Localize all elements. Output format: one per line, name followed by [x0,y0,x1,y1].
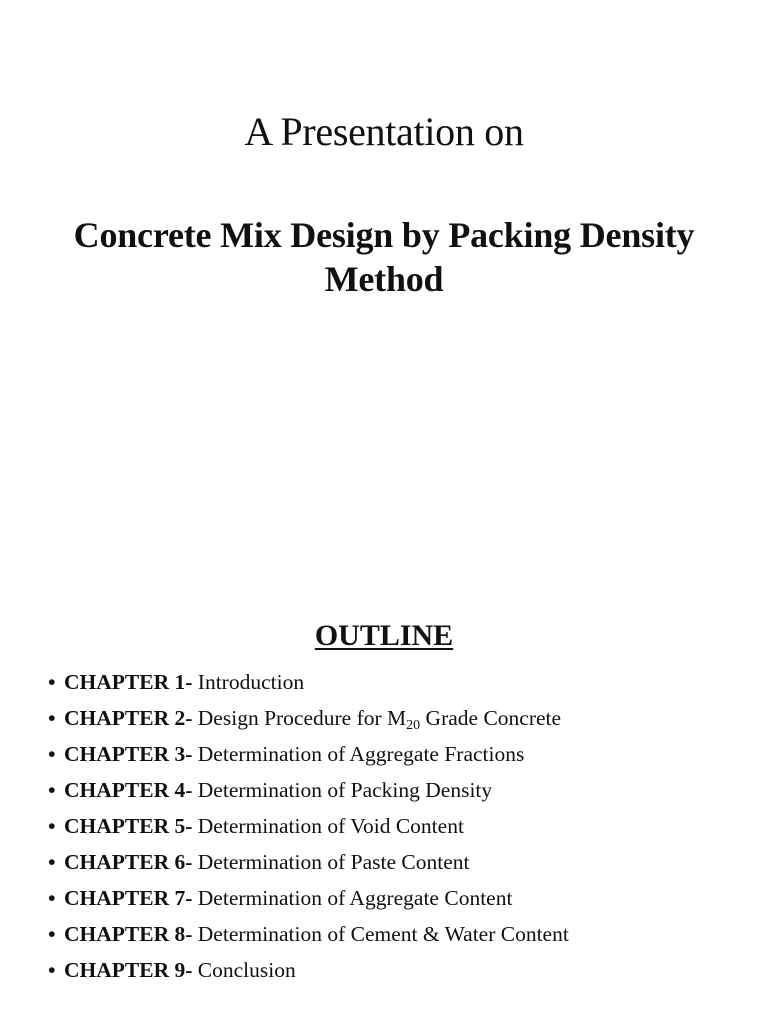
chapter-topic: Determination of Paste Content [197,850,470,874]
presentation-title-line-1: Concrete Mix Design by Packing Density [73,215,695,255]
chapter-topic: Conclusion [197,958,296,982]
chapter-item-1 [48,664,748,700]
presentation-title [0,213,768,301]
chapter-label: CHAPTER 3- [64,742,193,766]
chapter-label: CHAPTER 5- [64,814,193,838]
chapter-topic: Determination of Aggregate Content [197,886,513,910]
chapter-topic-part-2: Grade Concrete [425,706,562,730]
chapter-item-3 [48,736,748,772]
chapter-item-5 [48,808,748,844]
grade-subscript: 20 [406,718,421,733]
chapter-label: CHAPTER 6- [64,850,193,874]
chapter-item-9 [48,952,748,988]
chapter-item-4 [48,772,748,808]
bullet-icon: • [48,886,56,910]
presentation-pretitle: A Presentation on [244,109,524,154]
presentation-title-line-2: Method [324,259,444,299]
bullet-icon: • [48,778,56,802]
chapter-item-2 [48,700,748,736]
bullet-icon: • [48,814,56,838]
outline-heading-text: OUTLINE [314,619,454,652]
chapter-item-8 [48,916,748,952]
chapter-topic: Determination of Aggregate Fractions [197,742,525,766]
chapter-item-6 [48,844,748,880]
chapter-list [48,664,748,988]
bullet-icon: • [48,850,56,874]
bullet-icon: • [48,742,56,766]
bullet-icon: • [48,922,56,946]
chapter-topic: Determination of Packing Density [197,778,493,802]
chapter-label: CHAPTER 2- [64,706,193,730]
chapter-item-7 [48,880,748,916]
outline-heading [0,616,768,656]
chapter-label: CHAPTER 4- [64,778,193,802]
chapter-topic: Introduction [197,670,305,694]
chapter-topic: Determination of Cement & Water Content [197,922,569,946]
bullet-icon: • [48,706,56,730]
chapter-topic-part-1: Design Procedure for M [197,706,407,730]
bullet-icon: • [48,958,56,982]
chapter-topic [197,706,562,733]
chapter-label: CHAPTER 8- [64,922,193,946]
bullet-icon: • [48,670,56,694]
chapter-topic: Determination of Void Content [197,814,464,838]
chapter-label: CHAPTER 1- [64,670,193,694]
chapter-label: CHAPTER 7- [64,886,193,910]
chapter-label: CHAPTER 9- [64,958,193,982]
